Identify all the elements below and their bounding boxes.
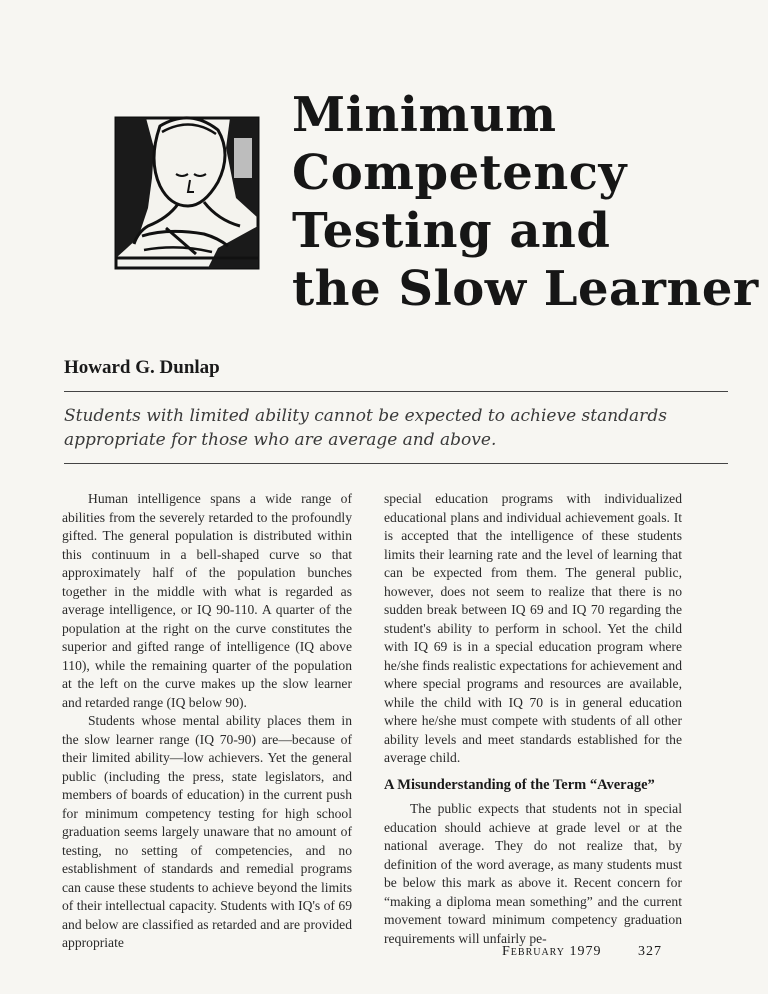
body-column-right: [384, 490, 682, 948]
paragraph-continued: special education programs with individualized educational plans and individual achievement goals. It is accepted that the intelligence of these students limits their learning rate and the level of learning that can be expected from them. The general public, however, does not seem to realize that there is no sudden break between IQ 69 and IQ 70 regarding the student's ability to perform in school. Yet the child with IQ 69 is in a special education program where he/she finds realistic expectations for achievement and where special programs and resources are available, while the child with IQ 70 is in general education where he/she must compete with students of all other ability levels and meet standards established for the average child.: [384, 491, 682, 765]
issue-date: February 1979: [502, 944, 602, 959]
paragraph: Students whose mental ability places them in the slow learner range (IQ 70-90) are—because of their limited ability—low achievers. Yet the general public (including the press, state legislators, and members of boards of education) in the current push for minimum competency testing for high school graduation seems largely unaware that no amount of testing, no setting of competencies, and no establishment of standards and remedial programs can cause these students to achieve beyond the limits of their intellectual capacity. Students with IQ's of 69 and below are classified as retarded and are provided appropriate: [62, 713, 352, 950]
page-number: 327: [638, 944, 663, 959]
article-title: [292, 86, 759, 318]
title-line-1: Minimum: [292, 87, 557, 143]
body-column-left: [62, 490, 352, 953]
page-footer: [502, 944, 662, 960]
title-line-4: the Slow Learner: [292, 261, 759, 317]
author-name: Howard G. Dunlap: [64, 357, 220, 378]
paragraph: Human intelligence spans a wide range of abilities from the severely retarded to the profoundly gifted. The general population is distributed within this continuum in a bell-shaped curve so that approximately half of the population bunches together in the middle with what is regarded as average intelligence, or IQ 90-110. A quarter of the population at the right on the curve constitutes the superior and gifted range of intelligence (IQ above 110), while the remaining quarter of the population at the left on the curve makes up the slow learner and retarded range (IQ below 90).: [62, 491, 352, 710]
paragraph: The public expects that students not in special education should achieve at grade level or at the national average. They do not realize that, by definition of the word average, as many students must be below this mark as above it. Recent concern for “making a diploma mean something” and the current movement toward minimum competency graduation requirements will unfairly pe-: [384, 801, 682, 946]
divider-bottom: [64, 463, 728, 464]
article-header: [0, 0, 768, 320]
title-line-2: Competency: [292, 145, 627, 201]
title-line-3: Testing and: [292, 203, 611, 259]
article-abstract: Students with limited ability cannot be expected to achieve standards appropriate for those who are average and above.: [64, 406, 667, 450]
divider-top: [64, 391, 728, 392]
section-heading: A Misunderstanding of the Term “Average”: [384, 776, 655, 793]
student-writing-illustration: [108, 108, 268, 280]
